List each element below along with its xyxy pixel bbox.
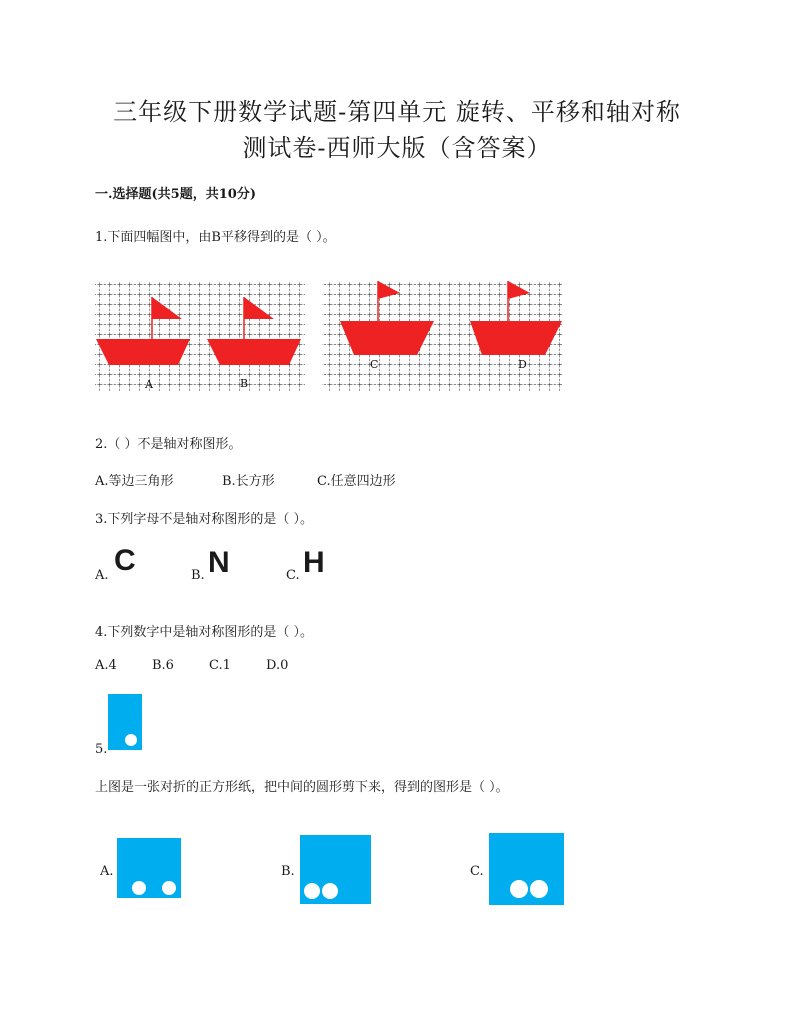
question-1-figure	[90, 275, 570, 397]
question-3-letter-c: C	[114, 544, 136, 577]
boat-label-b: B	[240, 377, 249, 390]
question-2-option-a: A.等边三角形	[95, 474, 174, 489]
question-2-option-b: B.长方形	[222, 474, 275, 489]
boat-label-a: A	[145, 378, 153, 391]
question-4-option-c: C.1	[209, 658, 231, 673]
question-5-option-b-label: B.	[281, 864, 295, 879]
question-5-option-c-label: C.	[470, 864, 484, 879]
boat-label-d: D	[518, 358, 527, 371]
document-title-line2: 测试卷-西师大版（含答案）	[242, 134, 552, 162]
question-3-letter-n: N	[208, 546, 230, 579]
question-2-text: 2.（ ）不是轴对称图形。	[95, 437, 242, 452]
question-2-option-c: C.任意四边形	[317, 474, 396, 489]
question-3-option-a-prefix: A.	[95, 568, 109, 583]
question-4-option-a: A.4	[95, 658, 117, 673]
question-5-folded-paper	[107, 693, 143, 751]
question-5-text: 上图是一张对折的正方形纸，把中间的圆形剪下来，得到的图形是（ ）。	[95, 780, 509, 795]
document-title-line1: 三年级下册数学试题-第四单元 旋转、平移和轴对称	[113, 98, 681, 126]
question-5-option-c-shape	[489, 833, 565, 907]
question-3-letter-h: H	[303, 546, 325, 579]
question-1-text: 1.下面四幅图中，由B平移得到的是（ ）。	[95, 230, 336, 245]
question-3-option-c-prefix: C.	[286, 568, 300, 583]
section-heading: 一.选择题(共5题，共10分)	[95, 187, 256, 202]
grid-left	[95, 281, 305, 391]
question-5-option-b-shape	[300, 835, 372, 905]
question-4-option-b: B.6	[152, 658, 174, 673]
question-4-text: 4.下列数字中是轴对称图形的是（ ）。	[95, 625, 314, 640]
boat-label-c: C	[370, 358, 379, 371]
question-4-option-d: D.0	[266, 658, 289, 673]
question-5-option-a-shape	[117, 838, 183, 900]
question-3-option-b-prefix: B.	[191, 568, 205, 583]
question-5-number: 5.	[95, 742, 108, 757]
question-5-option-a-label: A.	[100, 864, 114, 879]
question-3-text: 3.下列字母不是轴对称图形的是（ ）。	[95, 512, 314, 527]
